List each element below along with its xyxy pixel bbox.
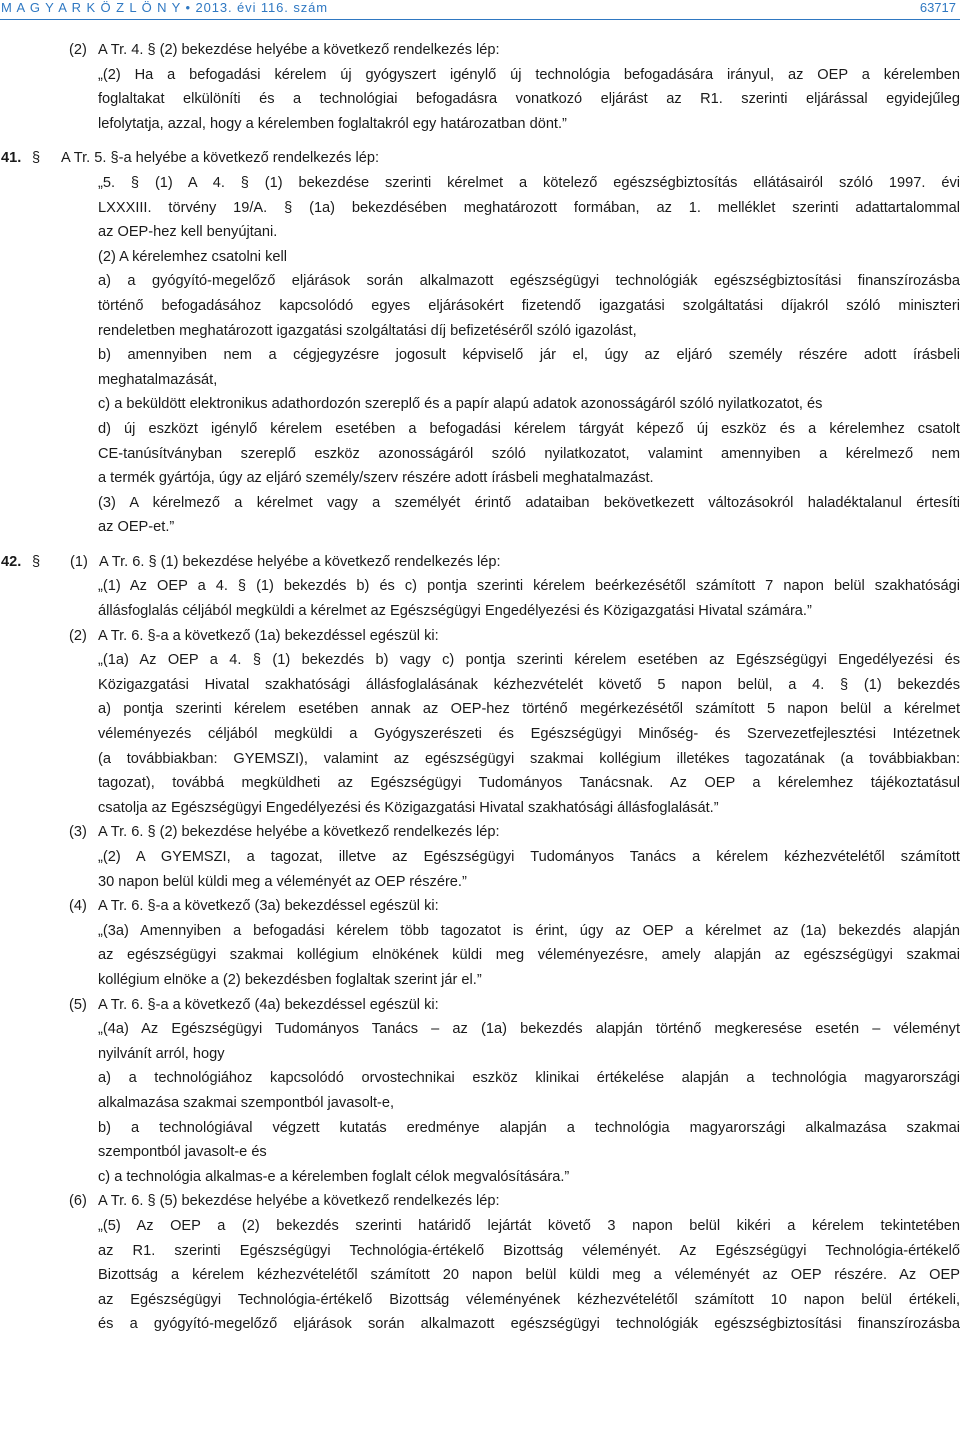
line-text: alkalmazása szakmai szempontból javasolt-e,: [98, 1094, 395, 1111]
text-line: [0, 38, 960, 63]
section-sign: §: [32, 150, 41, 167]
line-text: „(4a) Az Egészségügyi Tudományos Tanács – az (1a) bekezdés alapján történő megkeresése esetén – véleményt: [98, 1021, 960, 1038]
line-text: LXXXIII. törvény 19/A. § (1a) bekezdésében meghatározott formában, az 1. melléklet szerinti adattartalommal: [98, 199, 960, 216]
line-text: „(1) Az OEP a 4. § (1) bekezdés b) és c) pontja szerinti kérelem beérkezésétől számított 7 napon belül szakhatósági: [98, 578, 960, 595]
text-line: [0, 294, 960, 319]
line-text: A Tr. 6. § (1) bekezdése helyébe a következő rendelkezés lép:: [99, 553, 501, 570]
line-text: A Tr. 6. §-a a következő (1a) bekezdéssel egészül ki:: [98, 627, 439, 644]
text-line: [0, 515, 960, 540]
line-text: A Tr. 6. §-a a következő (4a) bekezdéssel egészül ki:: [98, 996, 439, 1013]
text-line: [0, 319, 960, 344]
line-text: az Egészségügyi Technológia-értékelő Bizottság véleményének kézhezvételétől számított 10 napon belül értékeli,: [98, 1291, 960, 1308]
text-line: [0, 1189, 960, 1214]
section-sign: §: [32, 553, 41, 570]
text-line: [0, 392, 960, 417]
line-text: b) amennyiben nem a cégjegyzésre jogosult képviselő jár el, úgy az eljáró személy részére adott írásbeli: [98, 347, 960, 364]
document-body: [0, 38, 960, 1337]
line-text: c) a beküldött elektronikus adathordozón szereplő és a papír alapú adatok azonosságáról szóló nyilatkozatot, és: [98, 396, 823, 413]
line-text: A Tr. 5. §-a helyébe a következő rendelkezés lép:: [61, 150, 380, 167]
text-line: [0, 63, 960, 88]
text-line: [0, 697, 960, 722]
line-text: 30 napon belül küldi meg a véleményét az OEP részére.”: [98, 873, 467, 890]
section-number: 41.: [1, 150, 22, 167]
line-text: tagozat), továbbá megküldheti az Egészségügyi Tudományos Tanácsnak. Az OEP a kérelemhez tájékoztatásul: [98, 775, 960, 792]
text-line: [0, 820, 960, 845]
line-text: (a továbbiakban: GYEMSZI), valamint az egészségügyi szakmai kollégium illetékes tagozatának (a továbbiakban:: [98, 750, 960, 767]
text-line: [0, 1165, 960, 1190]
line-text: Közigazgatási Hivatal szakhatósági állásfoglalásának kézhezvételét követő 5 napon belül, a 4. § (1) bekezdés: [98, 676, 960, 693]
line-text: lefolytatja, azzal, hogy a kérelemben foglaltakról egy határozatban dönt.”: [98, 115, 567, 132]
line-text: véleményezés céljából megküldi a Gyógyszerészeti és Egészségügyi Minőség- és Szervezetfejlesztési Intézetnek: [98, 726, 960, 743]
line-text: foglaltakat elkülöníti és a technológiai befogadásra vonatkozó eljárást az R1. szerinti eljárással egyidejűleg: [98, 91, 960, 108]
line-text: A Tr. 6. § (5) bekezdése helyébe a következő rendelkezés lép:: [98, 1193, 500, 1210]
text-line: [0, 1116, 960, 1141]
line-text: a) a technológiához kapcsolódó orvostechnikai eszköz klinikai értékelése alapján a technológia magyarországi: [98, 1070, 960, 1087]
line-text: d) új eszközt igénylő kérelem esetében a befogadási kérelem tárgyát képező új eszköz és a kérelemhez csatolt: [98, 420, 960, 437]
text-line: [0, 624, 960, 649]
text-line: [0, 196, 960, 221]
line-text: b) a technológiával végzett kutatás eredménye alapján a technológia magyarországi alkalmazása szakmai: [98, 1119, 960, 1136]
page-header: [0, 0, 960, 22]
text-line: [0, 1140, 960, 1165]
text-line: [0, 442, 960, 467]
text-line: [0, 870, 960, 895]
section-number: 42.: [1, 553, 22, 570]
text-line: [0, 722, 960, 747]
subsection-number: (1): [70, 553, 88, 570]
line-text: „(1a) Az OEP a 4. § (1) bekezdés b) vagy c) pontja szerinti kérelem esetében az Egészségügyi Engedélyezési és: [98, 652, 960, 669]
line-text: történő befogadásához kapcsolódó egyes eljárásokért fizetendő igazgatási szolgáltatási díjakról szóló miniszteri: [98, 297, 960, 314]
text-line: [0, 112, 960, 137]
line-text: az OEP-hez kell benyújtani.: [98, 224, 278, 241]
line-text: „5. § (1) A 4. § (1) bekezdése szerinti kérelmet a kötelező egészségbiztosítás ellátásairól szóló 1997. évi: [98, 174, 960, 191]
text-line: [0, 771, 960, 796]
line-text: és a gyógyító-megelőző eljárások során alkalmazott egészségügyi technológiák egészségbiztosítási finanszírozásba: [98, 1316, 960, 1333]
line-text: meghatalmazását,: [98, 371, 218, 388]
text-line: [0, 968, 960, 993]
line-text: a termék gyártója, úgy az eljáró személy/szerv részére adott írásbeli meghatalmazást.: [98, 470, 654, 487]
text-line: [0, 343, 960, 368]
line-text: az OEP-et.”: [98, 519, 175, 536]
line-text: A Tr. 6. § (2) bekezdése helyébe a következő rendelkezés lép:: [98, 824, 500, 841]
subsection-number: (2): [69, 627, 87, 644]
text-line: [0, 269, 960, 294]
text-line: [0, 491, 960, 516]
subsection-number: (3): [69, 824, 87, 841]
line-text: „(2) Ha a befogadási kérelem új gyógyszert igénylő új technológia befogadására irányul, az OEP a kérelemben: [98, 66, 960, 83]
header-divider: [0, 19, 960, 20]
text-line: [0, 943, 960, 968]
subsection-number: (6): [69, 1193, 87, 1210]
line-text: az egészségügyi szakmai kollégium elnökének küldi meg véleményezésre, amely alapján az egészségügyi szakmai: [98, 947, 960, 964]
line-text: „(2) A GYEMSZI, a tagozat, illetve az Egészségügyi Tudományos Tanács a kérelem kézhezvételétől számított: [98, 849, 960, 865]
text-line: [0, 648, 960, 673]
text-line: [0, 673, 960, 698]
text-line: [0, 171, 960, 196]
text-line: [0, 245, 960, 270]
line-text: a) a gyógyító-megelőző eljárások során alkalmazott egészségügyi technológiák egészségbiztosítási finanszírozásba: [98, 273, 960, 290]
line-text: A Tr. 4. § (2) bekezdése helyébe a következő rendelkezés lép:: [98, 42, 500, 58]
line-text: (3) A kérelmező a kérelmet vagy a személyét érintő adataiban bekövetkezett változásokról haladéktalanul értesíti: [98, 494, 960, 511]
text-line: [0, 368, 960, 393]
text-line: [0, 894, 960, 919]
text-line: [0, 1263, 960, 1288]
text-line: [0, 550, 960, 575]
line-text: A Tr. 6. §-a a következő (3a) bekezdéssel egészül ki:: [98, 898, 439, 915]
line-text: rendeletben meghatározott igazgatási szolgáltatási díj befizetéséről szóló igazolást,: [98, 322, 637, 339]
text-line: [0, 1239, 960, 1264]
text-line: [0, 599, 960, 624]
text-line: [0, 1066, 960, 1091]
line-text: szempontból javasolt-e és: [98, 1144, 267, 1161]
text-line: [0, 1312, 960, 1337]
text-line: [0, 220, 960, 245]
text-line: [0, 87, 960, 112]
line-text: a) pontja szerinti kérelem esetében annak az OEP-hez történő megérkezésétől számított 5 napon belül a kérelmet: [98, 701, 960, 718]
subsection-number: (4): [69, 898, 87, 915]
subsection-number: (5): [69, 996, 87, 1013]
line-text: az R1. szerinti Egészségügyi Technológia-értékelő Bizottság véleményét. Az Egészségügyi Technológia-értékelő: [98, 1242, 960, 1259]
text-line: [0, 747, 960, 772]
paragraph-gap: [0, 540, 960, 550]
text-line: [0, 796, 960, 821]
text-line: [0, 1091, 960, 1116]
line-text: (2) A kérelemhez csatolni kell: [98, 248, 287, 265]
paragraph-gap: [0, 136, 960, 146]
text-line: [0, 919, 960, 944]
line-text: „(5) Az OEP a (2) bekezdés szerinti határidő lejártát követő 3 napon belül kikéri a kérelem tekintetében: [98, 1217, 960, 1234]
text-line: [0, 1042, 960, 1067]
text-line: [0, 574, 960, 599]
line-text: CE-tanúsítványban szereplő eszköz azonosságáról szóló nyilatkozatot, valamint amennyiben a kérelmező nem: [98, 445, 960, 462]
page-number: 63717: [919, 0, 956, 15]
text-line: [0, 466, 960, 491]
subsection-number: (2): [69, 42, 87, 58]
line-text: nyilvánít arról, hogy: [98, 1045, 225, 1062]
line-text: c) a technológia alkalmas-e a kérelemben foglalt célok megvalósítására.”: [98, 1168, 570, 1185]
line-text: kollégium elnöke a (2) bekezdésben foglaltak szerint jár el.”: [98, 971, 482, 988]
line-text: „(3a) Amennyiben a befogadási kérelem több tagozatot is érint, úgy az OEP a kérelmet az (1a) bekezdés alapján: [98, 922, 960, 939]
text-line: [0, 1214, 960, 1239]
publication-title: M A G Y A R K Ö Z L Ö N Y • 2013. évi 116. szám: [1, 0, 328, 15]
line-text: Bizottság a kérelem kézhezvételétől számított 20 napon belül küldi meg a véleményét az OEP részére. Az OEP: [98, 1267, 960, 1284]
text-line: [0, 1017, 960, 1042]
text-line: [0, 993, 960, 1018]
text-line: [0, 146, 960, 171]
line-text: állásfoglalás céljából megküldi a kérelmet az Egészségügyi Engedélyezési és Közigazgatási Hivatal számára.”: [98, 603, 812, 620]
text-line: [0, 1288, 960, 1313]
text-line: [0, 417, 960, 442]
line-text: csatolja az Egészségügyi Engedélyezési és Közigazgatási Hivatal szakhatósági állásfoglalását.”: [98, 799, 719, 816]
text-line: [0, 845, 960, 870]
